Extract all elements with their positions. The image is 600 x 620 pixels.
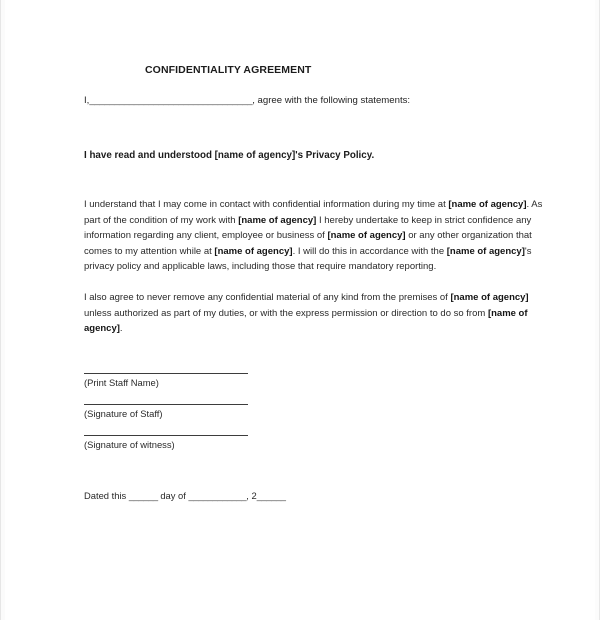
paragraph-text: 's privacy policy and applicable laws, including those that require mandatory reporting. xyxy=(84,245,532,273)
signature-rule-print-name[interactable] xyxy=(84,373,248,374)
paragraph-text: . I will do this in accordance with the xyxy=(292,245,447,257)
paragraph-text: I understand that I may come in contact with confidential information during my time at xyxy=(84,199,449,210)
paragraph-remove xyxy=(84,275,543,337)
agency-placeholder: [name of agency] xyxy=(238,214,317,226)
dated-prefix: Dated this xyxy=(84,489,129,501)
intro-line xyxy=(84,76,544,108)
paragraph-text: I hereby undertake to keep in strict confidence any information regarding any client, employee or business of xyxy=(84,214,532,242)
signature-label-witness: (Signature of witness) xyxy=(84,438,175,450)
dated-year-blank[interactable]: ______ xyxy=(256,489,286,501)
paragraph-text: I also agree to never remove any confidential material of any kind from the premises of xyxy=(84,291,451,303)
document-body xyxy=(84,0,544,512)
name-blank-field[interactable]: _________________________________ xyxy=(89,95,253,106)
agency-placeholder: [name of agency] xyxy=(214,150,296,161)
signature-group-staff xyxy=(84,404,544,420)
intro-prefix: I, xyxy=(84,95,90,106)
paragraph-understand xyxy=(84,163,543,275)
signature-label-staff: (Signature of Staff) xyxy=(84,407,163,419)
privacy-policy-statement xyxy=(84,108,544,163)
agency-placeholder: [name of agency] xyxy=(450,291,529,303)
signature-group-print-name xyxy=(84,373,544,389)
dated-line xyxy=(84,466,544,503)
signature-label-print-name: (Print Staff Name) xyxy=(84,376,159,388)
paragraph-text: or any other organization that comes to my attention while at xyxy=(84,230,532,257)
paragraph-text: . As part of the condition of my work with xyxy=(84,199,543,226)
statement-text-after: 's Privacy Policy. xyxy=(295,150,375,161)
signature-block xyxy=(84,337,544,451)
paragraph-text: unless authorized as part of my duties, or with the express permission or direction to do so from xyxy=(84,307,488,319)
dated-middle: day of xyxy=(157,489,189,501)
agency-placeholder: [name of agency] xyxy=(448,199,527,210)
page-title: CONFIDENTIALITY AGREEMENT xyxy=(145,64,312,76)
dated-month-blank[interactable]: ____________ xyxy=(188,489,247,501)
dated-day-blank[interactable]: ______ xyxy=(128,489,158,501)
paragraph-text: . xyxy=(119,323,123,335)
signature-group-witness xyxy=(84,435,544,451)
statement-text-before: I have read and understood xyxy=(84,150,215,161)
signature-rule-witness[interactable] xyxy=(84,435,248,436)
agency-placeholder: [name of agency] xyxy=(84,307,528,335)
dated-comma: , 2 xyxy=(246,489,257,501)
signature-rule-staff[interactable] xyxy=(84,404,248,405)
agency-placeholder: [name of agency] xyxy=(446,245,525,257)
agency-placeholder: [name of agency] xyxy=(214,245,293,257)
intro-suffix: , agree with the following statements: xyxy=(252,95,411,106)
agency-placeholder: [name of agency] xyxy=(327,230,406,242)
